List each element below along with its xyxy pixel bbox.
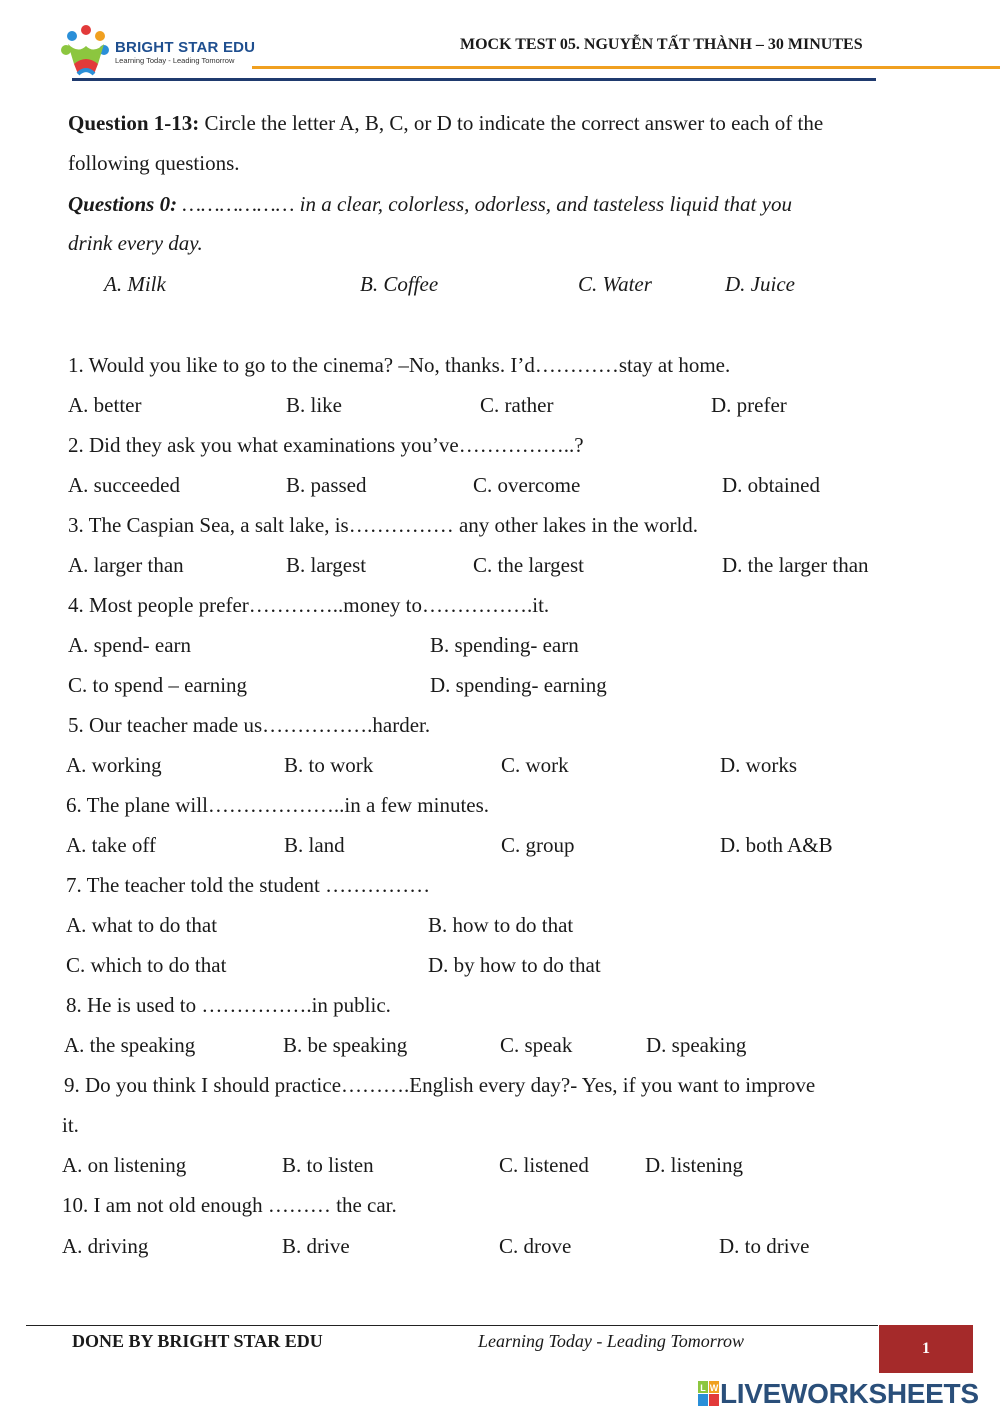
question-3-option-d[interactable]: D. the larger than (722, 553, 869, 577)
question-2-option-d[interactable]: D. obtained (722, 473, 820, 497)
example-option-a[interactable]: A. Milk (104, 272, 166, 296)
question-4-option-d[interactable]: D. spending- earning (430, 673, 607, 697)
question-5-option-c[interactable]: C. work (501, 753, 569, 777)
page-number: 1 (922, 1340, 930, 1357)
header-divider-navy (72, 78, 876, 81)
question-1-option-b[interactable]: B. like (286, 393, 342, 417)
svg-text:L: L (700, 1383, 706, 1393)
question-6-option-c[interactable]: C. group (501, 833, 575, 857)
question-7-option-b[interactable]: B. how to do that (428, 913, 574, 937)
question-9-stem-continued: it. (62, 1113, 79, 1137)
example-option-b[interactable]: B. Coffee (360, 272, 439, 296)
question-8-option-d[interactable]: D. speaking (646, 1033, 747, 1057)
question-7-option-d[interactable]: D. by how to do that (428, 953, 601, 977)
question-7-option-a[interactable]: A. what to do that (66, 913, 218, 937)
brand-name: BRIGHT STAR EDU (115, 39, 256, 56)
footer-divider (26, 1325, 878, 1326)
question-1-option-c[interactable]: C. rather (480, 393, 554, 417)
example-stem-continued: drink every day. (68, 231, 203, 255)
footer-credit: DONE BY BRIGHT STAR EDU (72, 1331, 323, 1351)
question-6-stem: 6. The plane will………………..in a few minutes. (66, 793, 490, 817)
question-2-stem: 2. Did they ask you what examinations you’ve……………..? (68, 433, 584, 457)
question-10-option-a[interactable]: A. driving (62, 1234, 149, 1258)
star-people-logo-icon (58, 24, 114, 80)
question-3-stem: 3. The Caspian Sea, a salt lake, is…………… any other lakes in the world. (68, 513, 699, 537)
question-10-option-b[interactable]: B. drive (282, 1234, 350, 1258)
question-2-option-c[interactable]: C. overcome (473, 473, 581, 497)
question-5-option-b[interactable]: B. to work (284, 753, 374, 777)
example-stem: ……………… in a clear, colorless, odorless, and tasteless liquid that you (182, 192, 792, 216)
question-7-option-c[interactable]: C. which to do that (66, 953, 227, 977)
question-9-option-a[interactable]: A. on listening (62, 1153, 187, 1177)
instructions-continued: following questions. (68, 151, 240, 175)
question-2-option-a[interactable]: A. succeeded (68, 473, 180, 497)
question-8-option-a[interactable]: A. the speaking (64, 1033, 196, 1057)
question-8-option-c[interactable]: C. speak (500, 1033, 573, 1057)
liveworksheets-logo-icon (698, 1381, 720, 1407)
page-title: MOCK TEST 05. NGUYỄN TẤT THÀNH – 30 MINUTES (460, 36, 863, 53)
question-5-option-d[interactable]: D. works (720, 753, 797, 777)
question-7-stem: 7. The teacher told the student …………… (66, 873, 431, 897)
question-3-option-b[interactable]: B. largest (286, 553, 367, 577)
question-5-option-a[interactable]: A. working (66, 753, 162, 777)
question-1-option-a[interactable]: A. better (68, 393, 142, 417)
question-5-stem: 5. Our teacher made us…………….harder. (68, 713, 431, 737)
liveworksheets-text: LIVEWORKSHEETS (720, 1378, 979, 1409)
example-option-c[interactable]: C. Water (578, 272, 652, 296)
example-question (68, 191, 792, 217)
question-2-option-b[interactable]: B. passed (286, 473, 367, 497)
instructions (68, 110, 823, 136)
page-number-box (879, 1325, 973, 1373)
question-10-option-d[interactable]: D. to drive (719, 1234, 810, 1258)
question-1-option-d[interactable]: D. prefer (711, 393, 787, 417)
question-8-option-b[interactable]: B. be speaking (283, 1033, 408, 1057)
question-6-option-b[interactable]: B. land (284, 833, 345, 857)
question-9-option-c[interactable]: C. listened (499, 1153, 589, 1177)
instructions-text: Circle the letter A, B, C, or D to indicate the correct answer to each of the (204, 111, 824, 135)
header-divider-orange (252, 66, 1000, 69)
brand-tagline: Learning Today - Leading Tomorrow (115, 56, 235, 65)
question-1-stem: 1. Would you like to go to the cinema? –No, thanks. I’d…………stay at home. (68, 353, 731, 377)
question-4-option-a[interactable]: A. spend- earn (68, 633, 192, 657)
question-4-option-b[interactable]: B. spending- earn (430, 633, 579, 657)
question-4-option-c[interactable]: C. to spend – earning (68, 673, 248, 697)
question-6-option-a[interactable]: A. take off (66, 833, 156, 857)
question-10-stem: 10. I am not old enough ……… the car. (62, 1193, 397, 1217)
svg-text:W: W (709, 1383, 719, 1393)
question-9-stem: 9. Do you think I should practice……….English every day?- Yes, if you want to improve (64, 1073, 816, 1097)
footer-slogan: Learning Today - Leading Tomorrow (478, 1331, 745, 1351)
brand-logo (58, 24, 258, 80)
example-label: Questions 0: (68, 192, 178, 216)
question-8-stem: 8. He is used to …………….in public. (66, 993, 391, 1017)
question-4-stem: 4. Most people prefer…………..money to…………….it. (68, 593, 550, 617)
question-10-option-c[interactable]: C. drove (499, 1234, 572, 1258)
question-9-option-d[interactable]: D. listening (645, 1153, 743, 1177)
instructions-label: Question 1-13: (68, 111, 200, 135)
question-3-option-a[interactable]: A. larger than (68, 553, 184, 577)
question-3-option-c[interactable]: C. the largest (473, 553, 585, 577)
example-option-d[interactable]: D. Juice (725, 272, 795, 296)
question-6-option-d[interactable]: D. both A&B (720, 833, 833, 857)
liveworksheets-watermark[interactable] (698, 1378, 998, 1410)
question-9-option-b[interactable]: B. to listen (282, 1153, 374, 1177)
